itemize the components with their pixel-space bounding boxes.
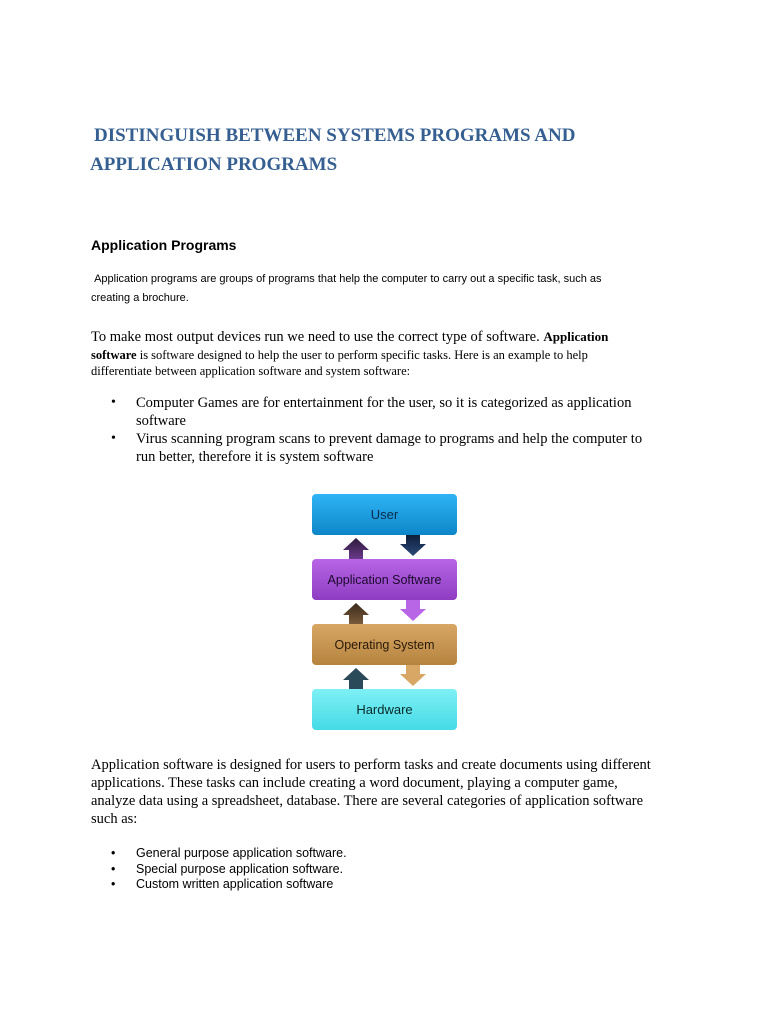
bullet-icon: • [111,861,116,876]
paragraph-line-1: To make most output devices run we need to use the correct type of software. Application [91,329,609,345]
page-title-line-2: APPLICATION PROGRAMS [90,154,338,175]
page-title-line-1: DISTINGUISH BETWEEN SYSTEMS PROGRAMS AND [94,125,576,146]
layer-label-user: User [370,507,399,522]
examples-list [109,394,689,466]
layer-label-application-software: Application Software [327,573,442,587]
section-heading: Application Programs [91,237,237,253]
list-item: • General purpose application software. [111,846,347,860]
paragraph-line-2: software is software designed to help the user to perform specific tasks. Here is an example to help [91,348,588,362]
list-item: • Computer Games are for entertainment for the user, so it is categorized as application software [111,395,632,429]
layer-label-operating-system: Operating System [334,638,435,652]
arrow-down-icon [400,600,426,621]
paragraph-output-devices [91,327,681,379]
paragraph-line: Application software is designed for users to perform tasks and create documents using different [91,757,651,773]
arrow-up-icon [343,603,369,624]
paragraph-line: such as: [91,811,138,827]
bullet-icon: • [111,877,116,891]
software-layers-diagram [305,488,465,736]
page-title [90,121,690,179]
paragraph-line-3: differentiate between application software and system software: [91,364,411,378]
bullet-icon: • [111,431,116,446]
arrow-up-icon [343,538,369,559]
bullet-icon: • [111,395,116,410]
arrow-down-icon [400,535,426,556]
intro-line-1: Application programs are groups of programs that help the computer to carry out a specific task, such as [94,273,602,285]
intro-paragraph [91,270,671,308]
bullet-icon: • [111,846,116,860]
categories-list [109,846,347,893]
paragraph-application-software [91,756,691,828]
list-item: • Special purpose application software. [111,861,344,876]
arrow-up-icon [343,668,369,689]
list-item: • Custom written application software [111,877,334,891]
paragraph-line: applications. These tasks can include creating a word document, playing a computer game, [91,775,618,791]
paragraph-line: analyze data using a spreadsheet, database. There are several categories of application software [91,793,644,809]
arrow-down-icon [400,665,426,686]
intro-line-2: creating a brochure. [91,292,189,304]
list-item: • Virus scanning program scans to prevent damage to programs and help the computer to run better, therefore it is system software [111,431,643,465]
layer-label-hardware: Hardware [356,702,413,717]
